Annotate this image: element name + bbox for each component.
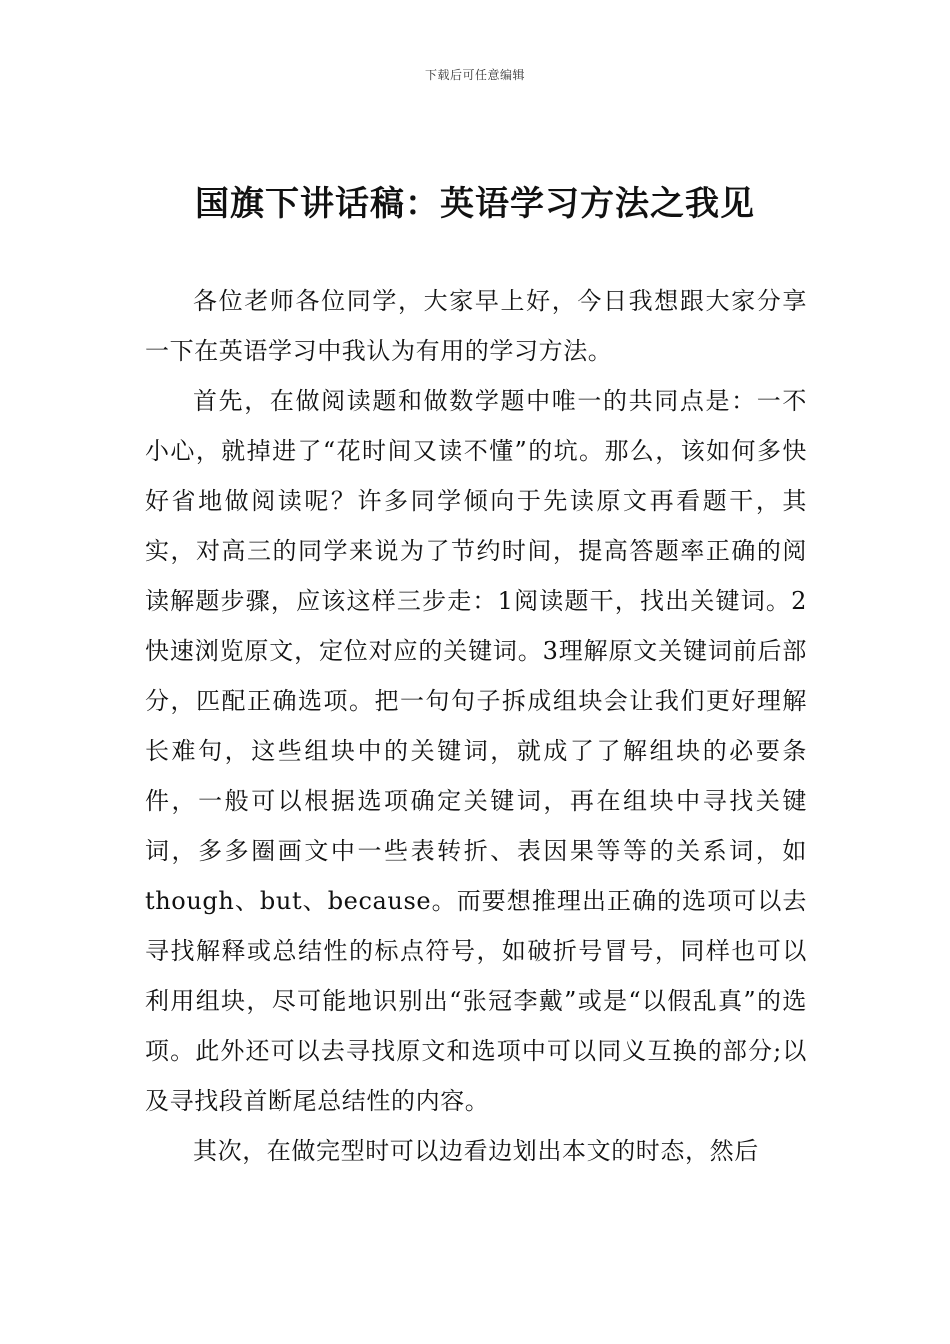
document-body [145,276,807,1176]
paragraph-reading-method: 首先，在做阅读题和做数学题中唯一的共同点是：一不小心，就掉进了“花时间又读不懂”的坑。那么，该如何多快好省地做阅读呢？许多同学倾向于先读原文再看题干，其实，对高三的同学来说为了节约时间，提高答题率正确的阅读解题步骤，应该这样三步走：1阅读题干，找出关键词。2快速浏览原文，定位对应的关键词。3理解原文关键词前后部分，匹配正确选项。把一句句子拆成组块会让我们更好理解长难句，这些组块中的关键词，就成了了解组块的必要条件，一般可以根据选项确定关键词，再在组块中寻找关键词，多多圈画文中一些表转折、表因果等等的关系词，如though、but、because。而要想推理出正确的选项可以去寻找解释或总结性的标点符号，如破折号冒号，同样也可以利用组块，尽可能地识别出“张冠李戴”或是“以假乱真”的选项。此外还可以去寻找原文和选项中可以同义互换的部分;以及寻找段首断尾总结性的内容。 [145,387,807,1115]
paragraph-greeting: 各位老师各位同学，大家早上好，今日我想跟大家分享一下在英语学习中我认为有用的学习方法。 [145,287,807,365]
paragraph-cloze-method: 其次，在做完型时可以边看边划出本文的时态，然后 [193,1137,759,1165]
document-title: 国旗下讲话稿：英语学习方法之我见 [195,184,755,224]
header-note: 下载后可任意编辑 [424,68,525,82]
